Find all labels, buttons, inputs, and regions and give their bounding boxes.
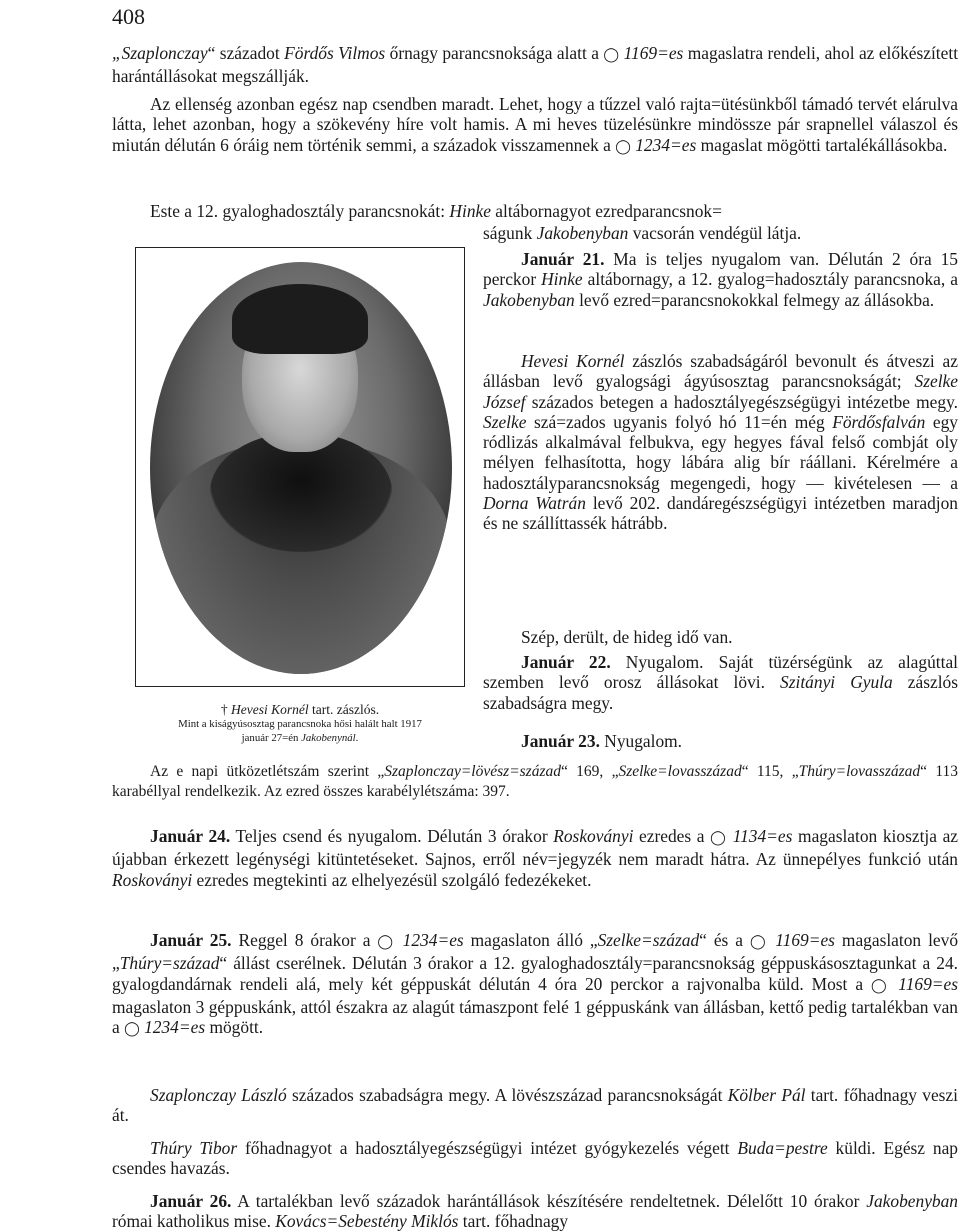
text-run: Január 25. <box>150 930 232 950</box>
text-run: küldi. Egész nap csendes havazás. <box>112 1138 958 1179</box>
text-run: magaslaton levő „ <box>112 930 959 974</box>
text-run: tart. főhadnagy <box>458 1211 569 1232</box>
text-run: Ma is teljes nyugalom van. Délután 2 óra 15 perckor <box>483 249 958 290</box>
cross-symbol: † <box>220 702 228 717</box>
text-run: 1169=es <box>619 43 684 63</box>
text-run: “ 169, „ <box>561 763 619 780</box>
text-run: altábornagy, a 12. gyalog=hadosztály parancsnoka, a <box>582 269 958 290</box>
entry-january-24 <box>112 826 958 890</box>
text-run: 1134=es <box>727 826 793 846</box>
paragraph <box>112 43 958 87</box>
text-run: magaslaton kiosztja az újabban érkezett legénységi kitüntetéseket. Sajnos, erről név=jegyzék nem maradt hátra. Az ünnepélyes funkció után <box>112 826 959 870</box>
text-run: 1234=es <box>630 134 697 155</box>
text-run: 1234=es <box>395 930 464 950</box>
text-run: Szaplonczay László <box>150 1085 287 1105</box>
text-run: Fördősfalván <box>832 411 926 432</box>
paragraph <box>112 201 958 221</box>
text-run: Nyugalom. Saját tüzérségünk az alagúttal szemben levő orosz állásokat lövi. <box>483 652 958 693</box>
text-run: 1169=es <box>890 973 959 994</box>
text-run: A tartalékban levő századok harántállások készítésére rendeltetnek. Délelőtt 10 órakor <box>231 1191 867 1211</box>
paragraph <box>112 761 958 801</box>
elevation-circle-icon: ◯ <box>749 935 769 950</box>
text-run: altábornagyot ezredparancsnok= <box>490 201 722 221</box>
text-run: Szép, derült, de hideg idő van. <box>521 627 733 647</box>
text-run: Szaplonczay <box>121 43 208 63</box>
entry-january-25 <box>112 930 958 1040</box>
text-run: ezredes megtekinti az elhelyezésül szolgáló fedezékeket. <box>192 869 592 890</box>
column-paragraph <box>483 627 958 647</box>
text-run: Január 26. <box>150 1191 232 1211</box>
text-run: ezredes a <box>633 826 711 846</box>
entry-january-23 <box>483 731 958 751</box>
text-run: Teljes csend és nyugalom. Délután 3 órakor <box>230 826 554 846</box>
text-run: Fördős Vilmos <box>284 43 386 63</box>
text-run: zászlós szabadságáról bevonult és átveszi az állásban levő gyalogsági ágyúsosztag parancsnokságát; <box>483 351 958 392</box>
elevation-circle-icon: ◯ <box>710 831 728 846</box>
text-run: Szelke=század <box>597 930 700 950</box>
text-run: Thúry=lovasszázad <box>798 763 921 780</box>
text-run: Kovács=Sebestény Miklós <box>275 1211 459 1232</box>
elevation-circle-icon: ◯ <box>603 48 620 63</box>
text-run: szá=zados ugyanis folyó hó 11=én még <box>526 411 833 432</box>
text-run: Január 23. <box>521 731 600 751</box>
text-run: magaslatra rendeli, ahol az előkészített harántállásokat megszállják. <box>112 43 959 87</box>
text-run: magaslaton 3 géppuskánk, attól északra az alagút támaszpont felé 1 géppuskánk van állásban, kettő pedig tartalékban van a <box>112 996 958 1038</box>
photo-caption: † Hevesi Kornél tart. zászlós. Mint a kiságyúsosztag parancsnoka hősi halált halt 1917 január 27=én Jakobenynál. <box>130 703 470 745</box>
text-run: Hinke <box>541 269 583 290</box>
portrait-oval <box>150 262 452 674</box>
text-run: Szelke <box>483 411 527 432</box>
portrait-photo <box>135 247 465 687</box>
text-run: mögött. <box>205 1017 264 1038</box>
text-run: Szelke=lovasszázad <box>618 763 742 780</box>
text-run: egy ródlizás alkalmával felbukva, egy hegyes fával felső combját oly mélyen felhasította, hogy lábára alig bír ráállani. Kérelmére a hadosztályparancsnokság megengedi, hogy — kivételesen — a <box>483 411 958 493</box>
text-run: Thúry Tibor <box>150 1138 238 1158</box>
paragraph <box>112 94 958 158</box>
text-run: vacsorán vendégül látja. <box>628 223 802 243</box>
text-run: Szelke József <box>483 371 958 412</box>
text-run: Január 21. <box>521 249 605 269</box>
text-run: Reggel 8 órakor a <box>231 930 378 950</box>
text-run: ságunk <box>483 223 537 243</box>
text-run: Az e napi ütközetlétszám szerint „ <box>150 763 385 780</box>
text-run: „ <box>112 43 122 63</box>
entry-january-26 <box>112 1191 958 1232</box>
text-run: római katholikus mise. <box>112 1211 276 1232</box>
text-run: Dorna Watrán <box>483 493 586 514</box>
text-run: Thúry=század <box>119 953 220 974</box>
text-run: Este a 12. gyaloghadosztály parancsnokát: <box>150 201 450 221</box>
text-run: Buda=pestre <box>737 1138 828 1158</box>
text-run: Jakobenyban <box>866 1191 958 1211</box>
text-run: “ 113 karabéllyal rendelkezik. Az ezred összes karabélylétszáma: 397. <box>112 763 958 800</box>
entry-january-21 <box>483 249 958 310</box>
text-run: Január 24. <box>150 826 231 846</box>
column-paragraph <box>483 351 958 534</box>
text-run: Kölber Pál <box>727 1085 806 1105</box>
entry-january-22 <box>483 652 958 713</box>
text-run: levő 202. dandáregészségügyi intézetben maradjon és ne szállíttassék hátrább. <box>483 493 958 534</box>
text-run: zászlós szabadságra megy. <box>483 672 958 713</box>
text-run: Az ellenség azonban egész nap csendben maradt. Lehet, hogy a tűzzel való rajta=ütésünkből támadó tervét elárulva látta, lehet azonban, hogy a szökevény híre volt hamis. A mi heves tüzelésünkre mindössze pár srapnellel válaszol és miután délután 6 óráig nem történik semmi, a századok visszamennek a <box>112 94 958 155</box>
elevation-circle-icon: ◯ <box>377 935 396 950</box>
caption-line-2: Mint a kiságyúsosztag parancsnoka hősi halált halt 1917 <box>178 718 422 730</box>
text-run: Jakobenyban <box>536 223 629 243</box>
elevation-circle-icon: ◯ <box>871 978 891 994</box>
text-run: levő ezred=parancsnokokkal felmegy az állásokba. <box>574 289 935 310</box>
text-run: Hinke <box>449 201 491 221</box>
text-run: “ 115, „ <box>741 763 799 780</box>
text-run: Roskoványi <box>553 826 634 846</box>
text-run: Január 22. <box>521 652 611 672</box>
text-run: Szitányi Gyula <box>780 672 893 693</box>
text-run: magaslaton álló „ <box>463 930 598 950</box>
text-run: Hevesi Kornél <box>521 351 625 371</box>
caption-name: Hevesi Kornél <box>231 702 309 717</box>
text-run: Nyugalom. <box>599 731 683 751</box>
paragraph <box>112 1138 958 1179</box>
text-run: “ és a <box>699 930 750 950</box>
text-run: “ állást cserélnek. Délután 3 órakor a 12. gyaloghadosztály=parancsnokság géppuskásosztagunkat a 24. gyalogdandárnak rendeli alá, mely két géppuskát délután 4 óra 20 perckor a rajvonalba küld. Most a <box>112 953 958 994</box>
text-run: őrnagy parancsnoksága alatt a <box>385 43 604 63</box>
text-run: százados szabadságra megy. A lövészszázad parancsnokságát <box>286 1085 728 1105</box>
portrait-hair <box>232 284 368 354</box>
text-run: magaslat mögötti tartalékállásokba. <box>696 134 948 155</box>
elevation-circle-icon: ◯ <box>124 1022 140 1038</box>
text-run: százados betegen a hadosztályegészségügyi intézetbe megy. <box>525 391 958 412</box>
text-run: Roskoványi <box>112 869 193 890</box>
text-run: Szaplonczay=lövész=század <box>384 763 561 780</box>
text-run: Jakobenyban <box>483 289 575 310</box>
elevation-circle-icon: ◯ <box>615 139 631 155</box>
page-number: 408 <box>112 4 145 29</box>
paragraph <box>112 1085 958 1126</box>
text-run: főhadnagyot a hadosztályegészségügyi intézet gyógykezelés végett <box>237 1138 738 1158</box>
text-run: “ századot <box>207 43 285 63</box>
text-run: 1169=es <box>768 930 835 950</box>
column-paragraph <box>483 223 958 243</box>
text-run: 1234=es <box>139 1017 206 1038</box>
text-run: tart. főhadnagy veszi át. <box>112 1085 958 1126</box>
